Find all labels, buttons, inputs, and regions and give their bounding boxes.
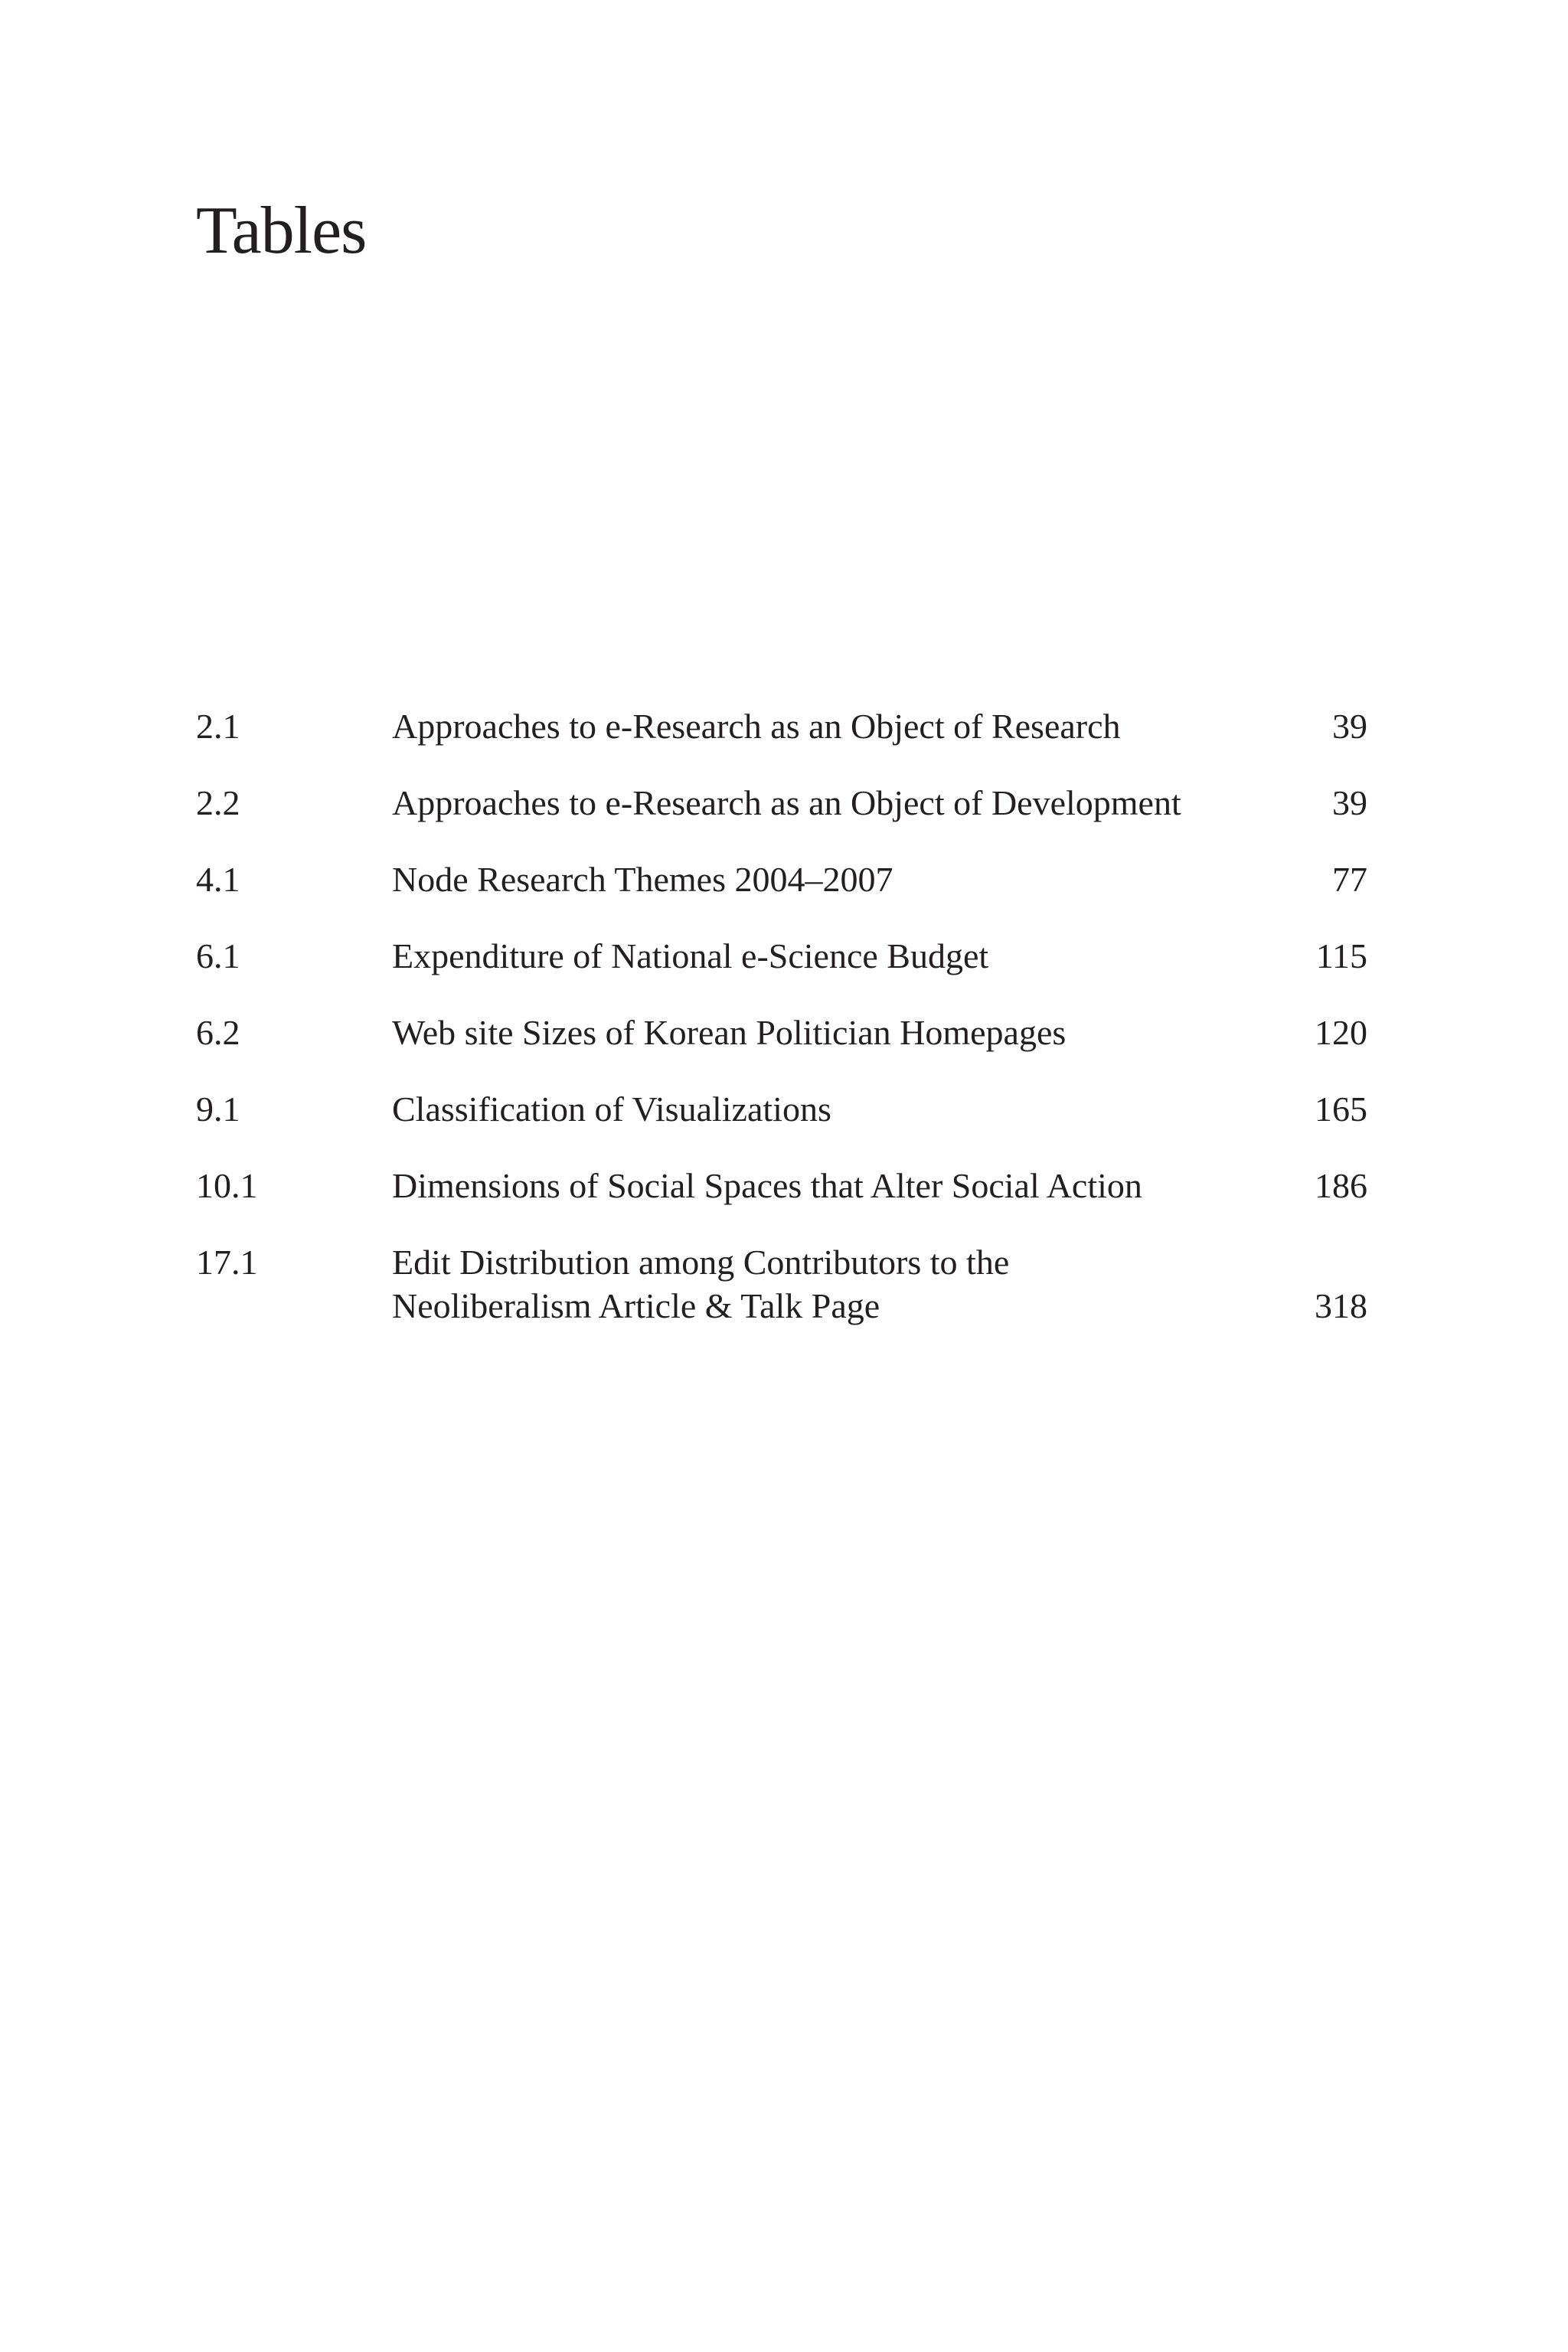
toc-entry bbox=[196, 781, 1367, 858]
table-title bbox=[392, 1164, 1250, 1207]
page-number: 165 bbox=[1315, 1089, 1367, 1129]
toc-entry bbox=[196, 1240, 1367, 1332]
table-title-line: Web site Sizes of Korean Politician Homepages bbox=[392, 1013, 1067, 1052]
table-number: 6.1 bbox=[196, 936, 240, 975]
page-title: Tables bbox=[196, 194, 367, 268]
page-number: 120 bbox=[1315, 1013, 1367, 1052]
table-number: 10.1 bbox=[196, 1166, 258, 1205]
table-title bbox=[392, 858, 1250, 901]
table-title-line: Approaches to e-Research as an Object of Research bbox=[392, 707, 1121, 746]
toc-entry bbox=[196, 1087, 1367, 1164]
page-number: 115 bbox=[1315, 936, 1367, 975]
table-title-line: Classification of Visualizations bbox=[392, 1089, 831, 1129]
page-number: 77 bbox=[1332, 860, 1367, 899]
table-title bbox=[392, 704, 1250, 748]
table-number: 4.1 bbox=[196, 860, 240, 899]
table-title-line: Expenditure of National e-Science Budget bbox=[392, 936, 989, 975]
page-number: 39 bbox=[1332, 783, 1367, 822]
table-title bbox=[392, 781, 1250, 825]
toc-entry bbox=[196, 934, 1367, 1011]
list-of-tables bbox=[196, 704, 1367, 1332]
table-title-line: Approaches to e-Research as an Object of Development bbox=[392, 783, 1181, 822]
table-title-line: Edit Distribution among Contributors to the bbox=[392, 1243, 1010, 1282]
table-title-line: Neoliberalism Article & Talk Page bbox=[392, 1286, 880, 1325]
table-number: 2.2 bbox=[196, 783, 240, 822]
table-number: 17.1 bbox=[196, 1243, 258, 1282]
table-title bbox=[392, 1011, 1250, 1054]
page-number: 39 bbox=[1332, 707, 1367, 746]
table-title bbox=[392, 1087, 1250, 1131]
toc-entry bbox=[196, 858, 1367, 934]
toc-entry bbox=[196, 1011, 1367, 1087]
page-number: 318 bbox=[1315, 1286, 1367, 1325]
table-number: 9.1 bbox=[196, 1089, 240, 1129]
table-number: 6.2 bbox=[196, 1013, 240, 1052]
table-title-line: Dimensions of Social Spaces that Alter Social Action bbox=[392, 1166, 1142, 1205]
page-number: 186 bbox=[1315, 1166, 1367, 1205]
toc-entry bbox=[196, 704, 1367, 781]
table-title bbox=[392, 934, 1250, 978]
table-title bbox=[392, 1240, 1250, 1328]
table-title-line: Node Research Themes 2004–2007 bbox=[392, 860, 893, 899]
table-number: 2.1 bbox=[196, 707, 240, 746]
toc-entry bbox=[196, 1164, 1367, 1240]
